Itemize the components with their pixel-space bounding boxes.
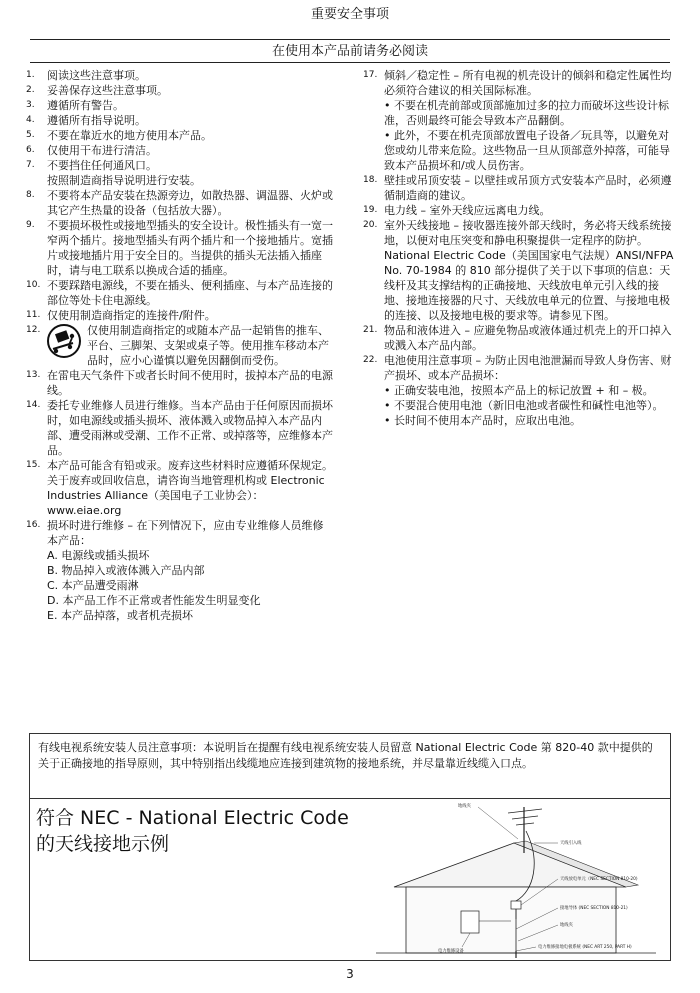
item-text: 电力线 – 室外天线应远离电力线。 (384, 204, 551, 217)
item-text: 遵循所有指导说明。 (47, 114, 146, 127)
item-number: 22. (363, 355, 378, 365)
item-text: 委托专业维修人员进行维修。当本产品由于任何原因而损坏时，如电源线或插头损坏、液体溅入或物品掉入本产品内部、遭受雨淋或受潮、工作不正常、或掉落等，应维修本产品。 (47, 399, 333, 457)
label-ground-conductor: 接地导体 (NEC SECTION 810-21) (560, 906, 628, 911)
item-number: 12. (26, 325, 41, 335)
item-text: National Electric Code（美国国家电气法规）ANSI/NFPA No. 70-1984 的 810 部分提供了关于以下事项的信息：天线杆及其支撑结构的正确接地、天线放电单元引入线的接地、接地连接器的尺寸、天线放电单元的位置、与接地电极的连接、以及接地电极的要求等。请参见下图。 (384, 249, 674, 322)
antenna-grounding-diagram (366, 801, 666, 959)
item-number: 17. (363, 70, 378, 80)
item-text: 不要挡住任何通风口。 (47, 159, 157, 172)
item-text: 在雷电天气条件下或者长时间不使用时，拔掉本产品的电源线。 (47, 369, 333, 397)
safety-item (26, 218, 334, 278)
item-number: 8. (26, 190, 35, 200)
item-text: C. 本产品遭受雨淋 (47, 579, 139, 592)
safety-item (363, 218, 675, 323)
antenna-element-2 (512, 816, 538, 819)
safety-item (26, 278, 334, 308)
item-text: 仅使用制造商指定的或随本产品一起销售的推车、平台、三脚架、支架或桌子等。使用推车移动本产品时，应小心谨慎以避免因翻倒而受伤。 (87, 324, 329, 367)
item-text: 不要在靠近水的地方使用本产品。 (47, 129, 212, 142)
item-number: 3. (26, 100, 35, 110)
example-title (36, 805, 356, 857)
item-text: • 不要在机壳前部或顶部施加过多的拉力而破坏这些设计标准，否则最终可能会导致本产品翻倒。 (384, 99, 669, 127)
item-text: 不要损坏极性或接地型插头的安全设计。极性插头有一宽一窄两个插片。接地型插头有两个插片和一个接地插片。宽插片或接地插片用于安全目的。当提供的插头无法插入插座时，请与电工联系以换成合适的插座。 (47, 219, 333, 277)
safety-item (363, 323, 675, 353)
item-number: 9. (26, 220, 35, 230)
item-text: A. 电源线或插头损坏 (47, 549, 150, 562)
header-rule-top (30, 39, 670, 40)
item-text: • 不要混合使用电池（新旧电池或者碳性和碱性电池等）。 (384, 399, 664, 412)
safety-item (26, 98, 334, 113)
antenna-grounding-example (29, 798, 671, 961)
example-title-line1: 符合 NEC - National Electric Code (36, 807, 349, 829)
antenna-element-3 (516, 823, 534, 825)
safety-item (26, 323, 334, 368)
item-text: 壁挂或吊顶安装 – 以壁挂或吊顶方式安装本产品时，必须遵循制造商的建议。 (384, 174, 672, 202)
safety-item (26, 128, 334, 143)
item-text: 遵循所有警告。 (47, 99, 124, 112)
item-number: 4. (26, 115, 35, 125)
label-antenna-lead: 天线引入线 (560, 841, 582, 846)
item-text: E. 本产品掉落，或者机壳损坏 (47, 609, 193, 622)
page-number: 3 (346, 967, 354, 981)
left-column (26, 68, 334, 623)
item-number: 18. (363, 175, 378, 185)
item-number: 20. (363, 220, 378, 230)
item-text: 阅读这些注意事项。 (47, 69, 146, 82)
tip-over-warning-icon (47, 323, 81, 359)
safety-item (26, 158, 334, 188)
antenna-element-1 (508, 809, 542, 813)
item-number: 7. (26, 160, 35, 170)
safety-item (26, 83, 334, 98)
safety-item (26, 113, 334, 128)
item-number: 11. (26, 310, 41, 320)
safety-item (26, 308, 334, 323)
item-number: 19. (363, 205, 378, 215)
item-number: 2. (26, 85, 35, 95)
item-text: • 此外，不要在机壳顶部放置电子设备／玩具等，以避免对您或幼儿带来危险。这些物品一旦从顶部意外掉落，可能导致本产品损坏和/或人员伤害。 (384, 129, 670, 172)
label-electrode-system: 电力维修接地电极系统 (NEC ART 250, PART H) (538, 945, 632, 950)
item-number: 5. (26, 130, 35, 140)
safety-item (26, 143, 334, 158)
header-rule-bottom (30, 62, 670, 63)
item-number: 21. (363, 325, 378, 335)
safety-item (26, 398, 334, 458)
cable-installer-notice: 有线电视系统安装人员注意事项：本说明旨在提醒有线电视系统安装人员留意 National Electric Code 第 820-40 款中提供的关于正确接地的指导原则，其中特别指出线缆地应连接到建筑物的接地系统，并尽量靠近线缆入口点。 (29, 733, 671, 799)
item-number: 1. (26, 70, 35, 80)
label-ground-clamps: 地线夹 (560, 923, 573, 928)
discharge-unit (511, 901, 521, 909)
item-number: 15. (26, 460, 41, 470)
item-text: 倾斜／稳定性 – 所有电视的机壳设计的倾斜和稳定性属性均必须符合建议的相关国际标准。 (384, 69, 672, 97)
safety-item (363, 353, 675, 428)
right-column (363, 68, 675, 428)
safety-item (26, 518, 334, 623)
safety-item (363, 203, 675, 218)
item-text: 仅使用干布进行清洁。 (47, 144, 157, 157)
safety-item (26, 188, 334, 218)
item-text: • 正确安装电池，按照本产品上的标记放置 + 和 – 极。 (384, 384, 654, 397)
safety-item (26, 68, 334, 83)
item-text: 损坏时进行维修 – 在下列情况下，应由专业维修人员维修本产品： (47, 519, 324, 547)
header-title: 重要安全事项 (310, 7, 389, 22)
label-ground-clamp-top: 地线夹 (458, 804, 471, 809)
item-text: D. 本产品工作不正常或者性能发生明显变化 (47, 594, 261, 607)
item-text: 室外天线接地 – 接收器连接外部天线时，务必将天线系统接地，以便对电压突变和静电积聚提供一定程序的防护。 (384, 219, 672, 247)
house-wall (406, 887, 616, 953)
safety-item (26, 368, 334, 398)
item-text: 仅使用制造商指定的连接件/附件。 (47, 309, 216, 322)
item-number: 13. (26, 370, 41, 380)
leader-ground-clamp-top (478, 807, 518, 839)
example-title-line2: 的天线接地示例 (36, 833, 170, 855)
item-text: 本产品可能含有铅或汞。废弃这些材料时应遵循环保规定。关于废弃或回收信息，请咨询当地管理机构或 Electronic Industries Alliance（美国电子工业协会）：www.eiae.org (47, 459, 333, 517)
item-text: • 长时间不使用本产品时，应取出电池。 (384, 414, 581, 427)
item-number: 10. (26, 280, 41, 290)
item-number: 6. (26, 145, 35, 155)
label-power-service: 电力维修设备 (438, 949, 464, 954)
item-text: 妥善保存这些注意事项。 (47, 84, 168, 97)
item-number: 16. (26, 520, 41, 530)
header-subtitle: 在使用本产品前请务必阅读 (271, 44, 428, 59)
item-text: 不要将本产品安装在热源旁边，如散热器、调温器、火炉或其它产生热量的设备（包括放大器）。 (47, 189, 333, 217)
item-text: 物品和液体进入 – 应避免物品或液体通过机壳上的开口掉入或溅入本产品内部。 (384, 324, 672, 352)
item-text: 不要踩踏电源线，不要在插头、便利插座、与本产品连接的部位等处卡住电源线。 (47, 279, 333, 307)
label-discharge-unit: 天线放电单元（NEC SECTION 810-20) (560, 877, 638, 882)
safety-item (26, 458, 334, 518)
item-text: B. 物品掉入或液体溅入产品内部 (47, 564, 205, 577)
item-text: 按照制造商指导说明进行安装。 (47, 174, 201, 187)
item-number: 14. (26, 400, 41, 410)
item-text: 电池使用注意事项 – 为防止因电池泄漏而导致人身伤害、财产损坏、或本产品损坏： (384, 354, 672, 382)
power-service-box (461, 911, 479, 933)
safety-item (363, 68, 675, 173)
safety-item (363, 173, 675, 203)
